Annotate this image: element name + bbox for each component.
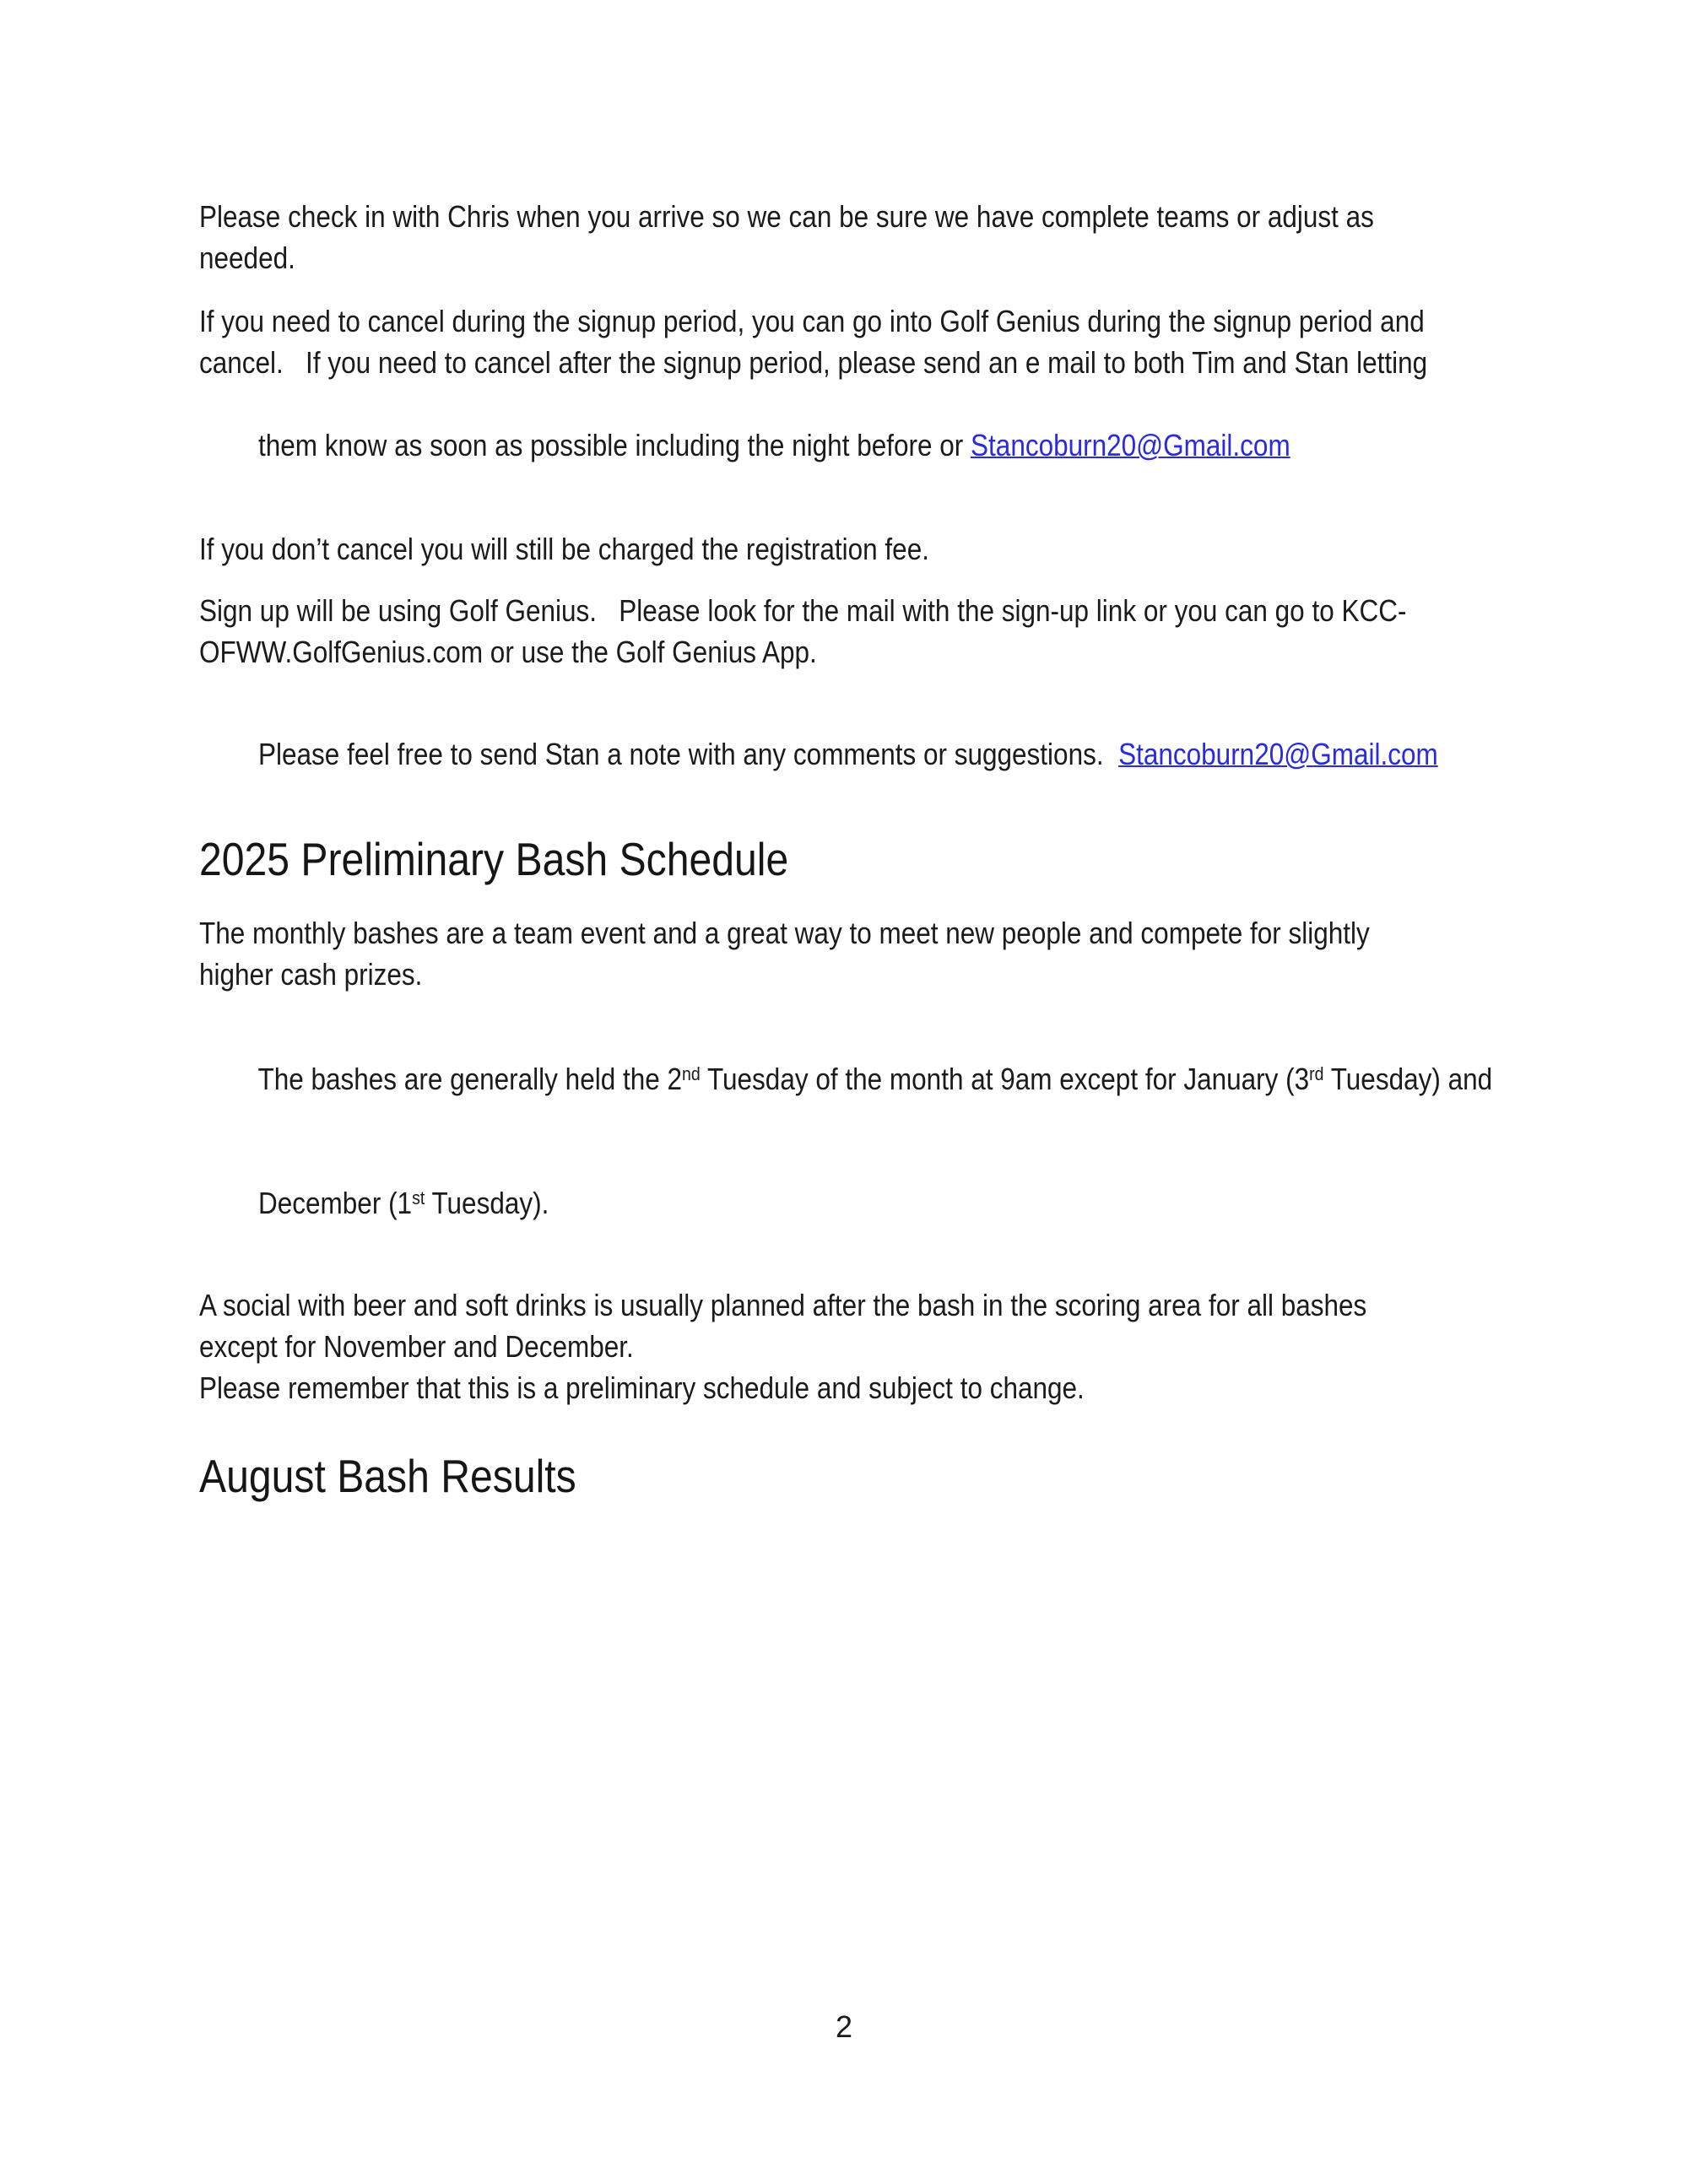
text-line: OFWW.GolfGenius.com or use the Golf Genius App. xyxy=(199,635,817,669)
text-line: Sign up will be using Golf Genius. Please look for the mail with the sign-up link or you can go to KCC- xyxy=(199,593,1407,628)
text-line: If you don’t cancel you will still be charged the registration fee. xyxy=(199,532,929,566)
email-link-stancoburn[interactable]: Stancoburn20@Gmail.com xyxy=(1118,737,1438,771)
paragraph-send-note xyxy=(199,692,1528,831)
text-line: needed. xyxy=(199,241,295,275)
text-line xyxy=(199,1017,1528,1141)
text-line: except for November and December. xyxy=(199,1329,634,1364)
text-line: higher cash prizes. xyxy=(199,957,423,992)
text-segment: Tuesday). xyxy=(425,1186,549,1220)
email-link-stancoburn[interactable]: Stancoburn20@Gmail.com xyxy=(971,428,1290,462)
paragraph-checkin xyxy=(199,196,1528,300)
heading-august-bash-results: August Bash Results xyxy=(199,1450,576,1502)
text-line xyxy=(199,1141,1528,1265)
text-line xyxy=(199,692,1528,816)
text-line: cancel. If you need to cancel after the signup period, please send an e mail to both Tim and Stan letting xyxy=(199,345,1428,380)
text-line: If you need to cancel during the signup period, you can go into Golf Genius during the signup period and xyxy=(199,304,1425,338)
text-line: Please remember that this is a preliminary schedule and subject to change. xyxy=(199,1370,1085,1405)
document-content xyxy=(199,196,1528,1504)
text-segment: Please feel free to send Stan a note with any comments or suggestions. xyxy=(258,737,1119,771)
heading-2025-preliminary-bash-schedule: 2025 Preliminary Bash Schedule xyxy=(199,833,789,885)
text-segment: The bashes are generally held the 2 xyxy=(257,1062,683,1096)
paragraph-cancel-policy xyxy=(199,300,1528,528)
text-line: Please check in with Chris when you arrive so we can be sure we have complete teams or adjust as xyxy=(199,199,1374,234)
text-line: The monthly bashes are a team event and a great way to meet new people and compete for slightly xyxy=(199,916,1370,950)
ordinal-superscript: st xyxy=(412,1187,425,1209)
paragraph-signup-golf-genius xyxy=(199,590,1528,692)
text-segment: Tuesday of the month at 9am except for January (3 xyxy=(700,1062,1310,1096)
text-line: A social with beer and soft drinks is usually planned after the bash in the scoring area for all bashes xyxy=(199,1288,1367,1322)
page-number: 2 xyxy=(835,2009,853,2044)
paragraph-bash-timing xyxy=(199,1017,1528,1284)
paragraph-social xyxy=(199,1284,1528,1448)
paragraph-no-cancel-fee xyxy=(199,528,1528,590)
text-segment: Tuesday) and xyxy=(1323,1062,1493,1096)
text-segment: them know as soon as possible including the night before or xyxy=(258,428,971,462)
ordinal-superscript: nd xyxy=(682,1063,701,1085)
ordinal-superscript: rd xyxy=(1309,1063,1324,1085)
paragraph-monthly-bashes xyxy=(199,912,1528,1017)
text-line xyxy=(199,383,1528,507)
text-segment: December (1 xyxy=(258,1186,413,1220)
